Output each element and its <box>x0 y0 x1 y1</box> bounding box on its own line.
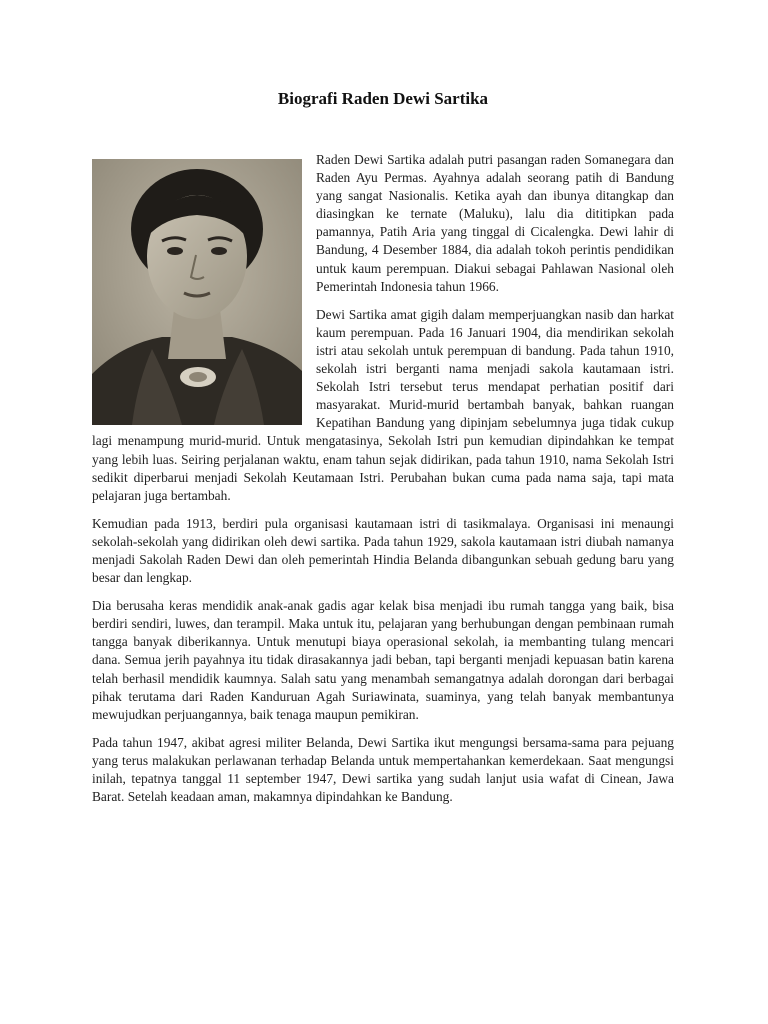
page-title: Biografi Raden Dewi Sartika <box>277 89 489 108</box>
paragraph-3: Kemudian pada 1913, berdiri pula organisasi kautamaan istri di tasikmalaya. Organisasi ini menaungi sekolah-sekolah yang didirikan oleh dewi sartika. Pada tahun 1929, sakola kautamaan istri diubah namanya menjadi Sakolah Raden Dewi dan oleh pemerintah Hindia Belanda dibangunkan sebuah gedung baru yang besar dan lengkap. <box>92 515 674 586</box>
paragraph-4: Dia berusaha keras mendidik anak-anak gadis agar kelak bisa menjadi ibu rumah tangga yang baik, bisa berdiri sendiri, luwes, dan terampil. Maka untuk itu, pelajaran yang berhubungan dengan pembinaan rumah tangga banyak diberikannya. Untuk menutupi biaya operasional sekolah, ia membanting tulang mencari dana. Semua jerih payahnya itu tidak dirasakannya jadi beban, tapi berganti menjadi kepuasan batin karena telah berhasil mendidik kaumnya. Salah satu yang menambah semangatnya adalah dorongan dari berbagai pihak terutama dari Raden Kanduruan Agah Suriawinata, suaminya, yang telah banyak membantunya mewujudkan perjuangannya, baik tenaga maupun pemikiran. <box>92 598 674 722</box>
paragraph-5: Pada tahun 1947, akibat agresi militer Belanda, Dewi Sartika ikut mengungsi bersama-sama para pejuang yang terus malakukan perlawanan terhadap Belanda untuk mempertahankan kemerdekaan. Saat mengungsi inilah, tepatnya tanggal 11 september 1947, Dewi sartika yang sudah lanjut usia wafat di Cinean, Jawa Barat. Setelah keadaan aman, makamnya dipindahkan ke Bandung. <box>92 734 674 805</box>
document-body <box>92 151 674 806</box>
portrait-photo-icon <box>92 159 302 425</box>
paragraph-1: Raden Dewi Sartika adalah putri pasangan raden Somanegara dan Raden Ayu Permas. Ayahnya adalah seorang patih di Bandung yang sangat Nasionalis. Ketika ayah dan ibunya ditangkap dan diasingkan ke ternate (Maluku), lalu dia dititipkan pada pamannya, Patih Aria yang tinggal di Cicalengka. Dewi lahir di Bandung, 4 Desember 1884, dia adalah tokoh perintis pendidikan untuk kaum perempuan. Diakui sebagai Pahlawan Nasional oleh Pemerintah Indonesia tahun 1966. <box>316 152 674 294</box>
paragraph-2: Dewi Sartika amat gigih dalam memperjuangkan nasib dan harkat kaum perempuan. Pada 16 Januari 1904, dia mendirikan sekolah istri atau sekolah untuk perempuan di bandung. Pada tahun 1910, sekolah istri berganti nama menjadi sakola kautamaan istri. Sekolah Istri tersebut terus mendapat perhatian positif dari masyarakat. Murid-murid bertambah banyak, bahkan ruangan Kepatihan Bandung yang dipinjam sebelumnya juga tidak cukup lagi menampung murid-murid. Untuk mengatasinya, Sekolah Istri pun kemudian dipindahkan ke tempat yang lebih luas. Seiring perjalanan waktu, enam tahun sejak didirikan, pada tahun 1910, nama Sekolah Istri sedikit diperbarui menjadi Sekolah Keutamaan Istri. Perubahan bukan cuma pada nama saja, tapi mata pelajaran juga bertambah. <box>92 306 674 503</box>
portrait-photo <box>92 159 302 425</box>
document-page <box>92 0 674 1024</box>
